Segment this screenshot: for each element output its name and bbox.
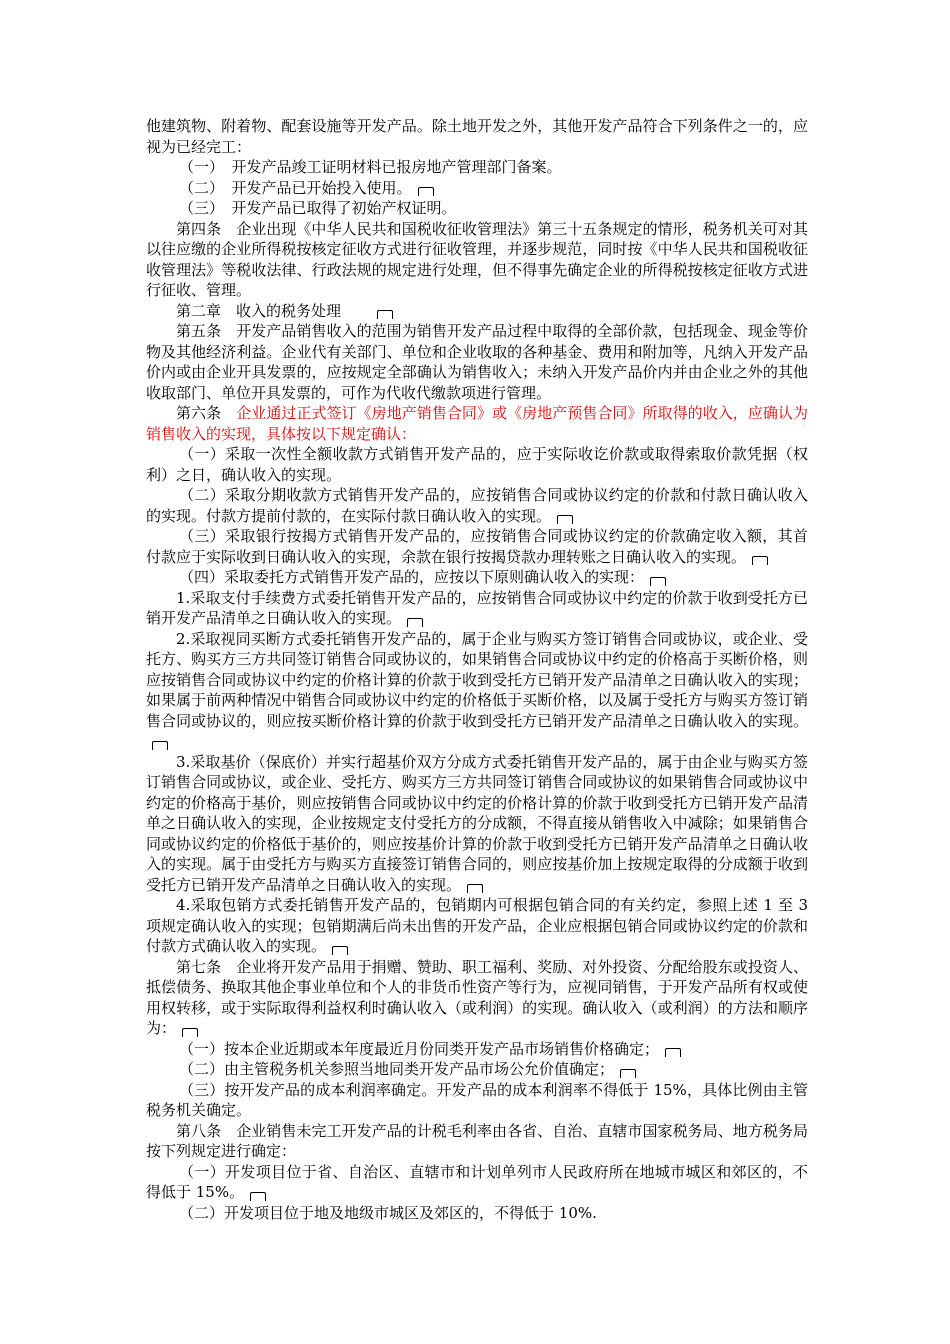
paragraph-text: （三） 开发产品已取得了初始产权证明。	[179, 199, 457, 217]
document-body	[146, 116, 808, 1223]
list-item	[146, 567, 808, 588]
paragraph-text: 第四条 企业出现《中华人民共和国税收征收管理法》第三十五条规定的情形，税务机关可对其以往应缴的企业所得税按核定征收方式进行征收管理，并逐步规范，同时按《中华人民共和国税收征收管理法》等税收法律、行政法规的规定进行处理，但不得事先确定企业的所得税按核定征收方式进行征收、管理。	[146, 219, 808, 299]
paragraph-mark-icon	[665, 1048, 681, 1057]
paragraph-text: （二）采取分期收款方式销售开发产品的，应按销售合同或协议约定的价款和付款日确认收入的实现。付款方提前付款的，在实际付款日确认收入的实现。	[146, 486, 808, 525]
paragraph-text: 第七条 企业将开发产品用于捐赠、赞助、职工福利、奖励、对外投资、分配给股东或投资人、抵偿债务、换取其他企事业单位和个人的非货币性资产等行为，应视同销售，于开发产品所有权或使用权转移，或于实际取得利益权利时确认收入（或利润）的实现。确认收入（或利润）的方法和顺序为：	[146, 957, 808, 1037]
list-item	[146, 485, 808, 526]
sub-item	[146, 895, 808, 957]
article-paragraph	[146, 321, 808, 403]
article-paragraph	[146, 219, 808, 301]
list-item	[146, 1039, 808, 1060]
sub-item	[146, 752, 808, 896]
paragraph-text: 1.采取支付手续费方式委托销售开发产品的，应按销售合同或协议中约定的价款于收到受托方已销开发产品清单之日确认收入的实现。	[146, 588, 808, 627]
list-item	[146, 1162, 808, 1203]
paragraph-text: 他建筑物、附着物、配套设施等开发产品。除土地开发之外，其他开发产品符合下列条件之一的，应视为已经完工：	[146, 117, 808, 156]
highlighted-text: 企业通过正式签订《房地产销售合同》或《房地产预售合同》所取得的收入，应确认为销售收入的实现，具体按以下规定确认：	[146, 404, 808, 443]
paragraph-mark-icon	[752, 556, 768, 565]
paragraph-mark-icon	[250, 1192, 266, 1201]
paragraph-text: 4.采取包销方式委托销售开发产品的，包销期内可根据包销合同的有关约定，参照上述 1 至 3 项规定确认收入的实现；包销期满后尚未出售的开发产品，企业应根据包销合同或协议约定的价款和付款方式确认收入的实现。	[146, 896, 808, 955]
list-item	[146, 1080, 808, 1121]
paragraph-mark-icon	[650, 577, 666, 586]
list-item	[146, 198, 808, 219]
paragraph-text: （一） 开发产品竣工证明材料已报房地产管理部门备案。	[179, 158, 562, 176]
article-paragraph	[146, 957, 808, 1039]
paragraph-text: （一）按本企业近期或本年度最近月份同类开发产品市场销售价格确定；	[179, 1039, 660, 1058]
paragraph-text: （二）开发项目位于地及地级市城区及郊区的，不得低于 10%.	[179, 1203, 597, 1222]
paragraph-text: （三）按开发产品的成本利润率确定。开发产品的成本利润率不得低于 15%，具体比例由主管税务机关确定。	[146, 1080, 808, 1119]
paragraph-mark-icon	[557, 515, 573, 524]
paragraph-text: （一）采取一次性全额收款方式销售开发产品的，应于实际收讫价款或取得索取价款凭据（权利）之日，确认收入的实现。	[146, 445, 808, 484]
sub-item	[146, 629, 808, 752]
paragraph-text: （一）开发项目位于省、自治区、直辖市和计划单列市人民政府所在地城市城区和郊区的，不得低于 15%。	[146, 1162, 808, 1201]
paragraph-mark-icon	[182, 1028, 198, 1037]
paragraph-text: （二）由主管税务机关参照当地同类开发产品市场公允价值确定；	[179, 1060, 615, 1078]
paragraph-mark-icon	[407, 618, 423, 627]
paragraph-mark-icon	[467, 884, 483, 893]
list-item	[146, 526, 808, 567]
paragraph-text: （四）采取委托方式销售开发产品的，应按以下原则确认收入的实现：	[179, 568, 645, 586]
paragraph-text: （三）采取银行按揭方式销售开发产品的，应按销售合同或协议约定的价款确定收入额，其首付款应于实际收到日确认收入的实现，余款在银行按揭贷款办理转账之日确认收入的实现。	[146, 527, 808, 566]
paragraph-mark-icon	[152, 741, 168, 750]
article-paragraph	[146, 1121, 808, 1162]
paragraph-text: 第八条 企业销售未完工开发产品的计税毛利率由各省、自治、直辖市国家税务局、地方税务局按下列规定进行确定：	[146, 1121, 808, 1160]
article-paragraph	[146, 403, 808, 444]
list-item	[146, 1059, 808, 1080]
article-number: 第六条	[176, 404, 237, 422]
paragraph-mark-icon	[332, 946, 348, 955]
list-item	[146, 1203, 808, 1224]
paragraph-mark-icon	[377, 310, 393, 319]
paragraph	[146, 116, 808, 157]
paragraph-text: 3.采取基价（保底价）并实行超基价双方分成方式委托销售开发产品的，属于由企业与购买方签订销售合同或协议，或企业、受托方、购买方三方共同签订销售合同或协议的如果销售合同或协议中约定的价格高于基价，则应按销售合同或协议中约定的价格计算的价款于收到受托方已销开发产品清单之日确认收入的实现，企业按规定支付受托方的分成额，不得直接从销售收入中减除；如果销售合同或协议约定的价格低于基价的，则应按基价计算的价款于收到受托方已销开发产品清单之日确认收入的实现。属于由受托方与购买方直接签订销售合同的，则应按基价加上按规定取得的分成额于收到受托方已销开发产品清单之日确认收入的实现。	[146, 752, 808, 894]
paragraph-mark-icon	[418, 187, 434, 196]
paragraph-text: （二） 开发产品已开始投入使用。	[179, 178, 412, 197]
chapter-heading	[146, 301, 808, 322]
list-item	[146, 178, 808, 199]
paragraph-text: 2.采取视同买断方式委托销售开发产品的，属于企业与购买方签订销售合同或协议，或企业、受托方、购买方三方共同签订销售合同或协议的，如果销售合同或协议中约定的价格高于买断价格，则应按销售合同或协议中约定的价格计算的价款于收到受托方已销开发产品清单之日确认收入的实现；如果属于前两种情况中销售合同或协议中约定的价格低于买断价格，以及属于受托方与购买方签订销售合同或协议的，则应按买断价格计算的价款于收到受托方已销开发产品清单之日确认收入的实现。	[146, 629, 808, 730]
paragraph-text: 第五条 开发产品销售收入的范围为销售开发产品过程中取得的全部价款，包括现金、现金等价物及其他经济利益。企业代有关部门、单位和企业收取的各种基金、费用和附加等，凡纳入开发产品价内或由企业开具发票的，应按规定全部确认为销售收入；未纳入开发产品价内并由企业之外的其他收取部门、单位开具发票的，可作为代收代缴款项进行管理。	[146, 322, 808, 402]
list-item	[146, 444, 808, 485]
sub-item	[146, 588, 808, 629]
paragraph-text: 第二章 收入的税务处理	[176, 301, 372, 320]
list-item	[146, 157, 808, 178]
paragraph-mark-icon	[620, 1069, 636, 1078]
